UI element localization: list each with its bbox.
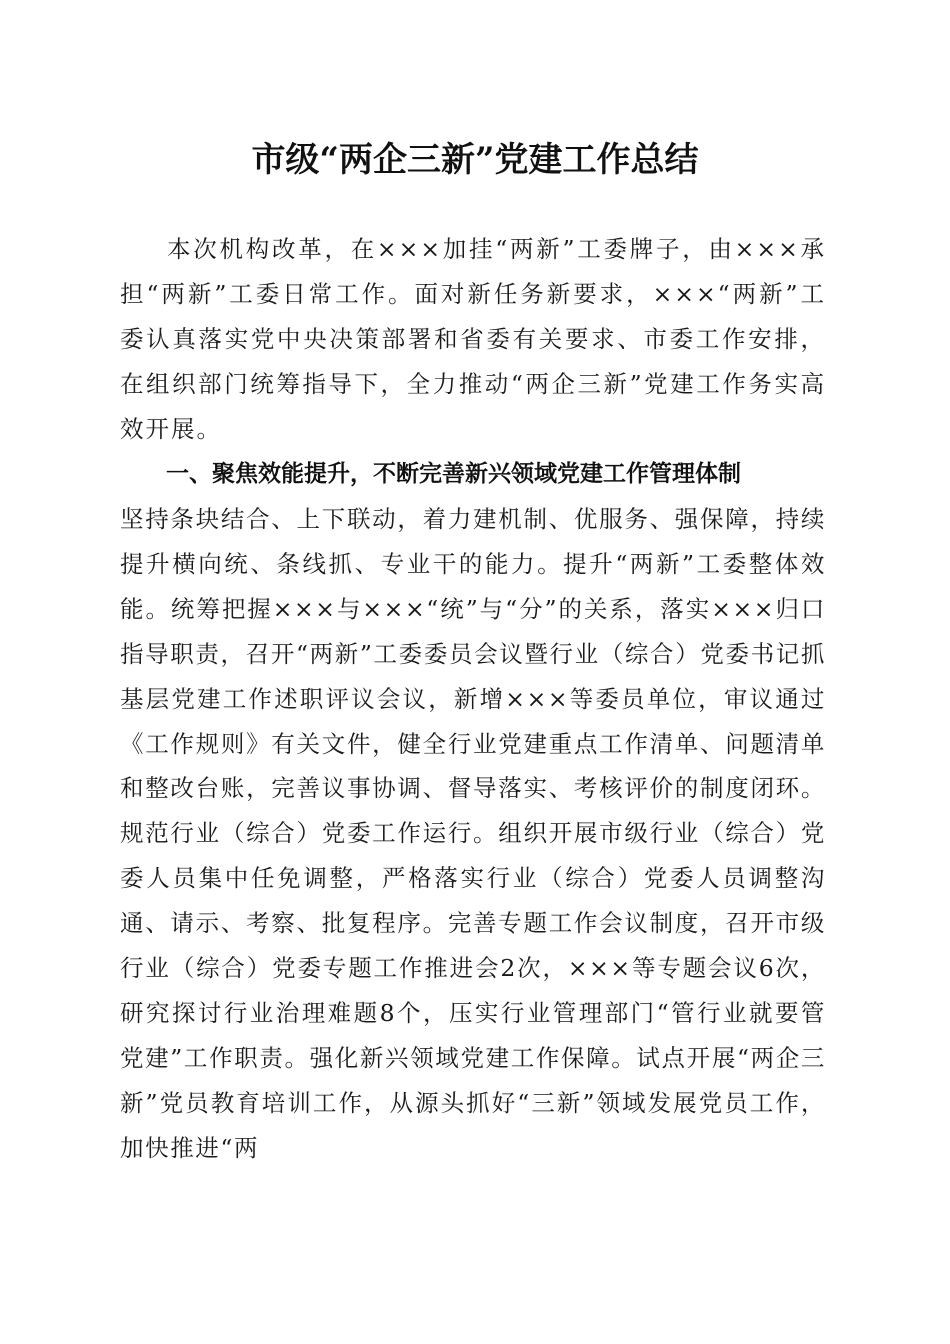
section-heading: 一、聚焦效能提升，不断完善新兴领域党建工作管理体制: [166, 461, 741, 487]
section-paragraph: 坚持条块结合、上下联动，着力建机制、优服务、强保障，持续提升横向统、条线抓、专业干的能力。提升“两新”工委整体效能。统筹把握×××与×××“统”与“分”的关系，落实×××归口指导职责，召开“两新”工委委员会议暨行业（综合）党委书记抓基层党建工作述职评议会议，新增×××等委员单位，审议通过《工作规则》有关文件，健全行业党建重点工作清单、问题清单和整改台账，完善议事协调、督导落实、考核评价的制度闭环。规范行业（综合）党委工作运行。组织开展市级行业（综合）党委人员集中任免调整，严格落实行业（综合）党委人员调整沟通、请示、考察、批复程序。完善专题工作会议制度，召开市级行业（综合）党委专题工作推进会2次，×××等专题会议6次，研究探讨行业治理难题8个，压实行业管理部门“管行业就要管党建”工作职责。强化新兴领域党建工作保障。试点开展“两企三新”党员教育培训工作，从源头抓好“三新”领域发展党员工作，加快推进“两: [120, 505, 826, 1162]
intro-paragraph: 本次机构改革，在×××加挂“两新”工委牌子，由×××承担“两新”工委日常工作。面对新任务新要求，×××“两新”工委认真落实党中央决策部署和省委有关要求、市委工作安排，在组织部门统筹指导下，全力推动“两企三新”党建工作务实高效开展。: [120, 235, 826, 443]
document-title: 市级“两企三新”党建工作总结: [251, 140, 699, 180]
